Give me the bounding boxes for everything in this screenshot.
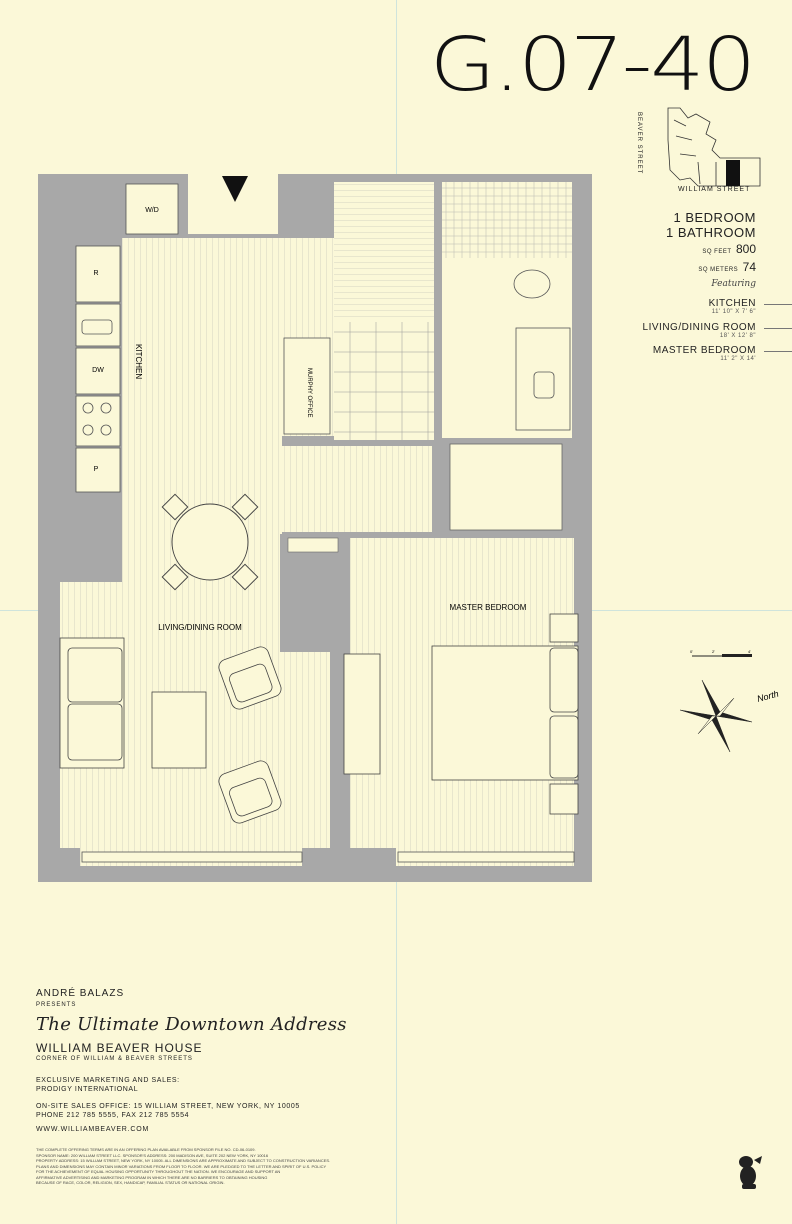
dining-table xyxy=(162,494,257,589)
sq-feet-row xyxy=(666,240,756,258)
legal-line: SPONSOR NAME: 200 WILLIAM STREET LLC. SPONSOR'S ADDRESS: 200 MADISON AVE, SUITE 202 NEW YORK, NY 10016 xyxy=(36,1152,269,1158)
room-master xyxy=(653,345,756,362)
marketing-info xyxy=(36,1076,396,1094)
bedroom-count: 1 BEDROOM xyxy=(673,210,756,225)
sq-feet-label: SQ FEET xyxy=(702,249,732,255)
entry-arrow-icon xyxy=(222,176,248,202)
sales-office-phone: PHONE 212 785 5555, FAX 212 785 5554 xyxy=(36,1112,190,1119)
floor-plan xyxy=(38,172,598,884)
dishwasher-label: DW xyxy=(92,367,104,374)
website-link[interactable]: WWW.WILLIAMBEAVER.COM xyxy=(36,1126,150,1133)
room-dimension: 11' 2" X 14' xyxy=(720,356,756,362)
legal-line: THE COMPLETE OFFERING TERMS ARE IN AN OFFERING PLAN AVAILABLE FROM SPONSOR FILE NO. CD-06-0109. xyxy=(36,1147,256,1152)
featuring-heading: Featuring xyxy=(711,279,756,289)
room-leader-line xyxy=(764,351,792,352)
legal-line: BECAUSE OF RACE, COLOR, RELIGION, SEX, HANDICAP, FAMILIAL STATUS OR NATIONAL ORIGIN. xyxy=(36,1180,225,1185)
unit-specs xyxy=(666,210,756,276)
beaver-mascot-icon xyxy=(732,1152,766,1192)
footer-credits xyxy=(36,988,396,1186)
room-dimension: 18' X 12' 8" xyxy=(719,333,756,339)
master-label: MASTER BEDROOM xyxy=(449,603,527,612)
unit-number: G.07-40 xyxy=(429,22,754,108)
closet-shelf xyxy=(288,538,338,552)
pantry-label: P xyxy=(93,466,99,473)
building-corner: CORNER OF WILLIAM & BEAVER STREETS xyxy=(36,1056,193,1062)
compass-rose-icon xyxy=(676,676,786,756)
tagline: The Ultimate Downtown Address xyxy=(36,1014,347,1035)
room-kitchen xyxy=(709,298,756,315)
sofa xyxy=(60,638,124,768)
sales-office-address: ON-SITE SALES OFFICE: 15 WILLIAM STREET, NEW YORK, NY 10005 xyxy=(36,1103,300,1110)
sq-meters-value: 74 xyxy=(742,260,756,274)
marketing-line-1: EXCLUSIVE MARKETING AND SALES: xyxy=(36,1077,180,1084)
legal-line: AFFIRMATIVE ADVERTISING AND MARKETING PROGRAM IN WHICH THERE ARE NO BARRIERS TO OBTAINING HOUSING xyxy=(36,1174,268,1180)
bathroom-count: 1 BATHROOM xyxy=(666,225,756,240)
scale-bar xyxy=(690,648,754,662)
scale-tick-0: 0' xyxy=(690,649,693,654)
legal-line: PROPERTY ADDRESS: 15 WILLIAM STREET, NEW YORK, NY 10005. ALL DIMENSIONS ARE APPROXIMATE AND SUBJECT TO CONSTRUCTION VARIANCES. xyxy=(36,1158,331,1163)
refrigerator-label: R xyxy=(93,270,99,277)
presenter-name: ANDRÉ BALAZS xyxy=(36,988,125,999)
sq-feet-value: 800 xyxy=(735,242,756,256)
legal-line: FOR THE ACHIEVEMENT OF EQUAL HOUSING OPPORTUNITY THROUGHOUT THE NATION. WE ENCOURAGE AND SUPPORT AN xyxy=(36,1169,281,1174)
key-street-william: WILLIAM STREET xyxy=(678,186,751,193)
sq-meters-label: SQ METERS xyxy=(698,267,739,273)
key-street-beaver: BEAVER STREET xyxy=(636,112,642,175)
presents-text: PRESENTS xyxy=(36,1002,77,1008)
living-label: LIVING/DINING ROOM xyxy=(158,623,242,632)
legal-line: PLANS AND DIMENSIONS MAY CONTAIN MINOR VARIATIONS FROM FLOOR TO FLOOR. WE ARE PLEDGED TO THE LETTER AND SPIRIT OF U.S. POLICY xyxy=(36,1163,327,1169)
building-key-map xyxy=(640,100,770,200)
room-leader-line xyxy=(764,328,792,329)
room-name: KITCHEN xyxy=(708,298,756,309)
sales-office-info xyxy=(36,1102,396,1120)
north-label: North xyxy=(755,688,780,704)
sq-meters-row xyxy=(666,258,756,276)
dresser xyxy=(344,654,380,774)
unit-highlight xyxy=(726,160,740,186)
room-dimension: 11' 10" X 7' 6" xyxy=(711,309,756,315)
building-name: WILLIAM BEAVER HOUSE xyxy=(36,1041,203,1055)
room-name: LIVING/DINING ROOM xyxy=(642,322,756,333)
coffee-table xyxy=(152,692,206,768)
room-leader-line xyxy=(764,304,792,305)
room-living xyxy=(643,322,756,339)
scale-tick-4: 4' xyxy=(748,649,751,654)
wd-label: W/D xyxy=(145,207,159,214)
room-name: MASTER BEDROOM xyxy=(652,345,756,356)
scale-tick-2: 2' xyxy=(712,649,715,654)
murphy-label: MURPHY OFFICE xyxy=(306,368,312,418)
legal-disclaimer xyxy=(36,1147,356,1186)
kitchen-label: KITCHEN xyxy=(134,344,143,380)
marketing-line-2: PRODIGY INTERNATIONAL xyxy=(36,1086,139,1093)
